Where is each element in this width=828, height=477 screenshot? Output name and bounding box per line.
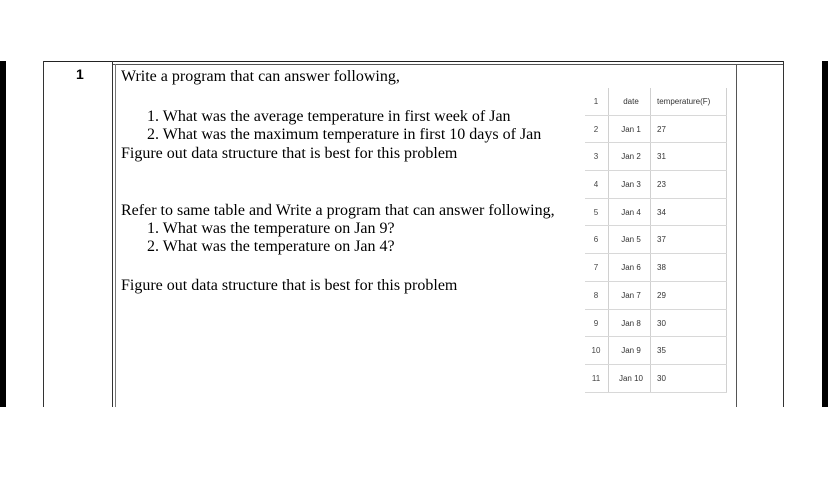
cell-temperature: 34 [657,207,666,217]
section2-question-2: 2. What was the temperature on Jan 4? [147,238,395,255]
cell-date: Jan 1 [621,124,641,134]
cell-temperature: 38 [657,263,666,273]
table-column-divider-inner [115,64,116,407]
row-index: 11 [591,373,601,383]
table-column-divider [112,61,113,407]
section1-heading: Write a program that can answer following, [121,68,400,85]
table-inner-top-border [113,64,783,65]
temperature-table [585,88,727,393]
column-header-temperature: temperature(F) [657,97,711,106]
row-index: 3 [593,152,599,162]
table-right-inner-border [736,64,737,407]
row-index: 2 [593,124,599,134]
table-left-border [43,61,44,407]
cell-date: Jan 3 [621,180,641,190]
cell-temperature: 23 [657,180,666,190]
section2-note: Figure out data structure that is best for this problem [121,277,458,294]
section1-note: Figure out data structure that is best for this problem [121,145,458,162]
section1-question-1: 1. What was the average temperature in first week of Jan [147,108,511,125]
table-row [585,282,727,310]
table-row [585,116,727,144]
table-header-row [585,88,727,116]
table-top-border [43,61,783,62]
section2-heading: Refer to same table and Write a program that can answer following, [121,202,555,219]
table-row [585,226,727,254]
row-index: 9 [593,318,599,328]
row-index: 10 [591,346,601,356]
section1-question-2: 2. What was the maximum temperature in first 10 days of Jan [147,126,542,143]
column-header-date: date [623,97,639,106]
cell-date: Jan 6 [621,263,641,273]
table-row [585,199,727,227]
cell-date: Jan 8 [621,318,641,328]
row-index: 6 [593,235,599,245]
table-row [585,171,727,199]
left-edge-bar [0,61,6,407]
table-row [585,254,727,282]
cell-date: Jan 2 [621,152,641,162]
row-index: 4 [593,180,599,190]
table-row [585,310,727,338]
cell-temperature: 30 [657,373,666,383]
row-index: 1 [593,97,599,106]
cell-temperature: 35 [657,346,666,356]
cell-temperature: 37 [657,235,666,245]
cell-temperature: 31 [657,152,666,162]
cell-date: Jan 10 [618,373,644,383]
table-row [585,365,727,393]
row-number: 1 [76,66,84,82]
cell-temperature: 27 [657,124,666,134]
cell-date: Jan 9 [621,346,641,356]
cell-date: Jan 7 [621,290,641,300]
cell-date: Jan 4 [621,207,641,217]
row-index: 8 [593,290,599,300]
table-right-border [783,61,784,407]
row-index: 7 [593,263,599,273]
table-row [585,337,727,365]
cell-date: Jan 5 [621,235,641,245]
row-index: 5 [593,207,599,217]
cell-temperature: 29 [657,290,666,300]
table-row [585,143,727,171]
cell-temperature: 30 [657,318,666,328]
right-edge-bar [822,61,828,407]
section2-question-1: 1. What was the temperature on Jan 9? [147,220,395,237]
